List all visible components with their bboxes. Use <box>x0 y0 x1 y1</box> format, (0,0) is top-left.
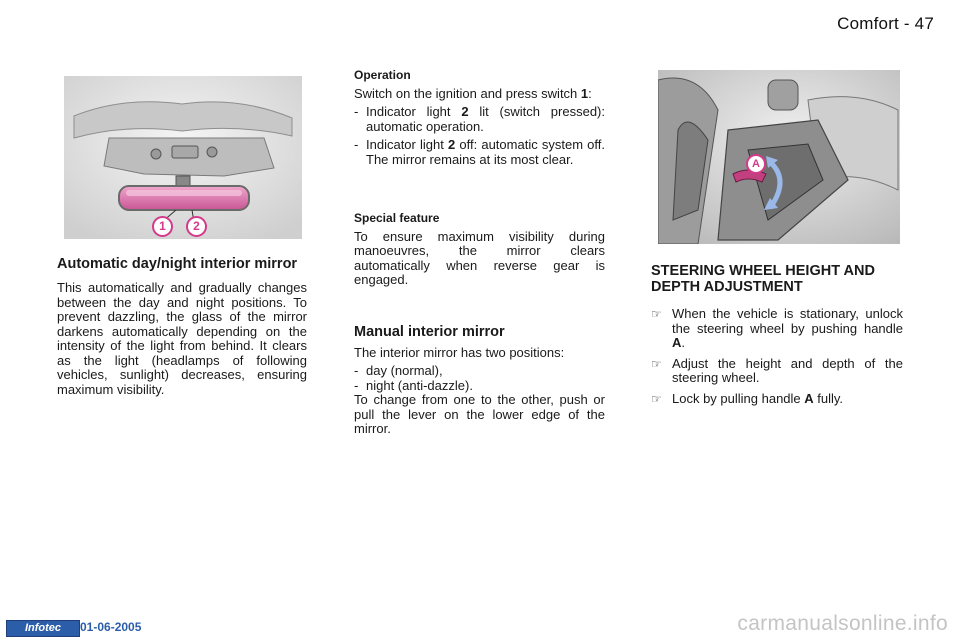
operation-intro: Switch on the ignition and press switch 1: <box>354 85 592 101</box>
mirror-drawing <box>64 76 302 239</box>
infotec-logo: Infotec <box>6 620 80 637</box>
operation-item-1: - Indicator light 2 lit (switch pressed): automatic operation. <box>354 104 605 134</box>
manual-mirror-heading: Manual interior mirror <box>354 323 505 340</box>
steering-drawing <box>658 70 900 244</box>
pointing-hand-icon: ☞ <box>651 391 662 406</box>
callout-1: 1 <box>152 216 173 237</box>
page-title: Comfort - 47 <box>837 14 934 33</box>
col2-text <box>354 68 605 437</box>
callout-a: A <box>746 154 766 174</box>
steering-step-3: ☞ Lock by pulling handle A fully. <box>651 390 844 406</box>
watermark: carmanualsonline.info <box>737 612 948 635</box>
special-feature-heading: Special feature <box>354 211 440 225</box>
pointing-hand-icon: ☞ <box>651 307 662 321</box>
steering-step-1: ☞ When the vehicle is stationary, unlock the steering wheel by pushing handle A. <box>651 306 903 350</box>
manual-mirror-intro: The interior mirror has two positions: <box>354 344 565 360</box>
steering-heading: STEERING WHEEL HEIGHT AND DEPTH ADJUSTMENT <box>651 263 875 295</box>
col3-text <box>651 263 903 406</box>
callout-2: 2 <box>186 216 207 237</box>
manual-position-2: - night (anti-dazzle). <box>354 377 473 393</box>
section-heading-auto-mirror: Automatic day/night interior mirror <box>57 256 298 272</box>
special-feature-body: To ensure maximum visibility during manoeuvres, the mirror clears automatically when reverse gear is engaged. <box>354 228 605 287</box>
operation-item-2: - Indicator light 2 off: automatic system off. The mirror remains at its most clear. <box>354 137 605 167</box>
pointing-hand-icon: ☞ <box>651 356 662 371</box>
mirror-illustration <box>64 76 302 239</box>
manual-position-1: - day (normal), <box>354 363 443 378</box>
auto-mirror-body: This automatically and gradually changes between the day and night positions. To prevent dazzling, the glass of the mirror darkens automatically depending on the intensity of the light from behind. It clears as the light (headlamps of following vehicles, sunlight) decreases, ensuring maximum visibility. <box>57 280 307 397</box>
col1-text <box>57 256 307 397</box>
footer-date: 01-06-2005 <box>80 620 142 634</box>
manual-mirror-body: To change from one to the other, push or pull the lever on the lower edge of the mirror. <box>354 392 605 436</box>
steering-step-2: ☞ Adjust the height and depth of the steering wheel. <box>651 355 903 385</box>
operation-heading: Operation <box>354 68 411 82</box>
steering-column-illustration <box>658 70 900 244</box>
